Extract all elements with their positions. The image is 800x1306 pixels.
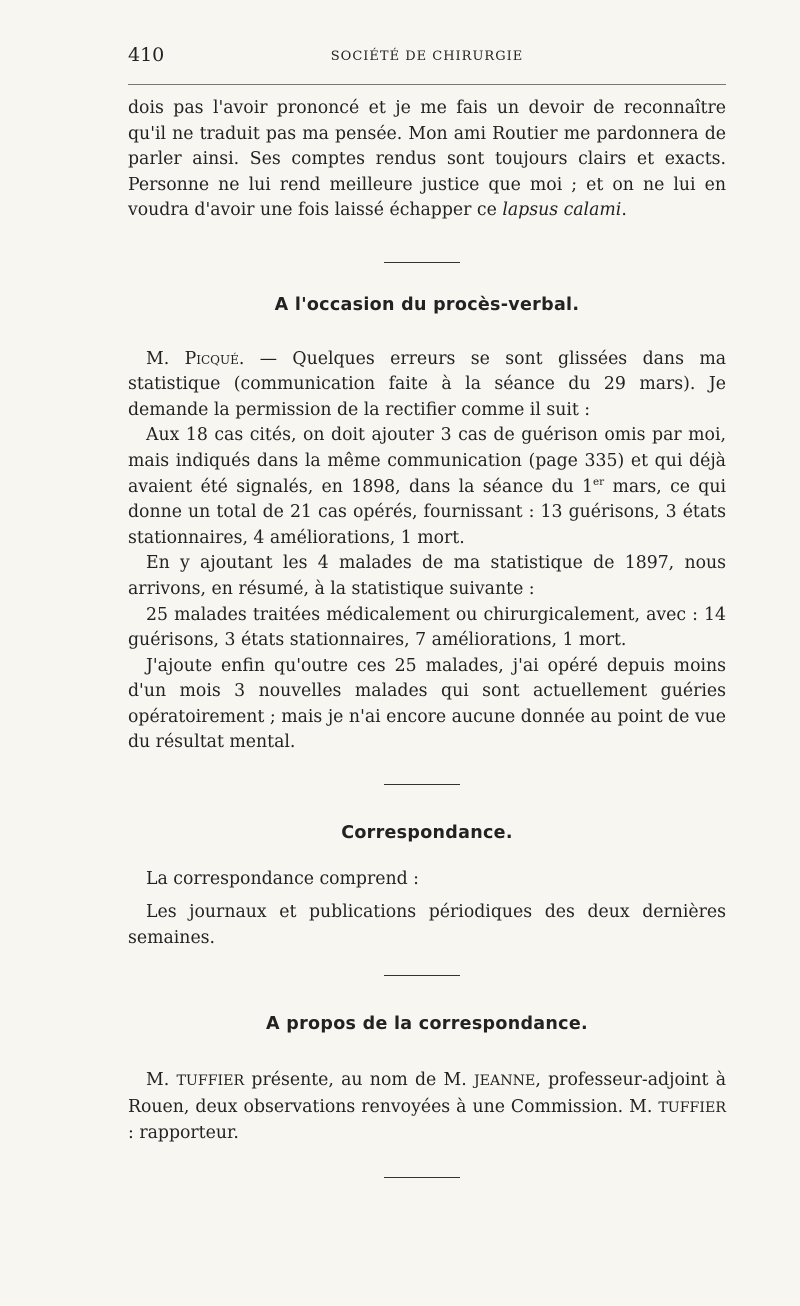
section-separator	[384, 262, 460, 263]
picque-paragraph: M. Picqué. — Quelques erreurs se sont glissées dans ma statistique (communication faite à la séance du 29 mars). Je demande la permission de la rectifier comme il suit :	[128, 348, 727, 420]
section-heading-correspondance: Correspondance.	[341, 823, 513, 844]
page-body	[128, 96, 726, 1178]
section-separator	[384, 975, 460, 976]
running-head: SOCIÉTÉ DE CHIRURGIE	[330, 49, 524, 64]
section-separator	[384, 1177, 460, 1178]
speaker-name: M. Picqué.	[146, 348, 245, 369]
paragraph: Les journaux et publications périodiques des deux dernières semaines.	[128, 902, 726, 948]
paragraph: J'ajoute enfin qu'outre ces 25 malades, j'ai opéré depuis moins d'un mois 3 nouvelles malades qui sont actuellement guéries opératoirement ; mais je n'ai encore aucune donnée au point de vue du résultat mental.	[128, 655, 726, 753]
intro-paragraph: dois pas l'avoir prononcé et je me fais un devoir de reconnaître qu'il ne traduit pas ma pensée. Mon ami Routier me pardonnera de parler ainsi. Ses comptes rendus sont toujours clairs et exacts. Personne ne lui rend meilleure justice que moi ; et on ne lui en voudra d'avoir une fois laissé échapper ce lapsus calami.	[128, 98, 726, 221]
page-header	[128, 44, 726, 74]
section-separator	[384, 784, 460, 785]
section-heading-proces-verbal: A l'occasion du procès-verbal.	[274, 294, 580, 315]
italic-phrase: lapsus calami	[502, 200, 622, 221]
paragraph: En y ajoutant les 4 malades de ma statistique de 1897, nous arrivons, en résumé, à la statistique suivante :	[128, 553, 726, 599]
paragraph: Aux 18 cas cités, on doit ajouter 3 cas de guérison omis par moi, mais indiqués dans la même communication (page 335) et qui déjà avaient été signalés, en 1898, dans la séance du 1er mars, ce qui donne un total de 21 cas opérés, fournissant : 13 guérisons, 3 états stationnaires, 4 améliorations, 1 mort.	[128, 425, 727, 548]
section-heading-propos-correspondance: A propos de la correspondance.	[266, 1014, 588, 1035]
paragraph: 25 malades traitées médicalement ou chirurgicalement, avec : 14 guérisons, 3 états stationnaires, 7 améliorations, 1 mort.	[128, 604, 726, 651]
page-number: 410	[128, 44, 165, 66]
header-rule	[128, 84, 726, 85]
paragraph: La correspondance comprend :	[146, 868, 419, 889]
tuffier-paragraph: M. TUFFIER présente, au nom de M. JEANNE, professeur-adjoint à Rouen, deux observations renvoyées à une Commission. M. TUFFIER : rapporteur.	[128, 1070, 727, 1144]
